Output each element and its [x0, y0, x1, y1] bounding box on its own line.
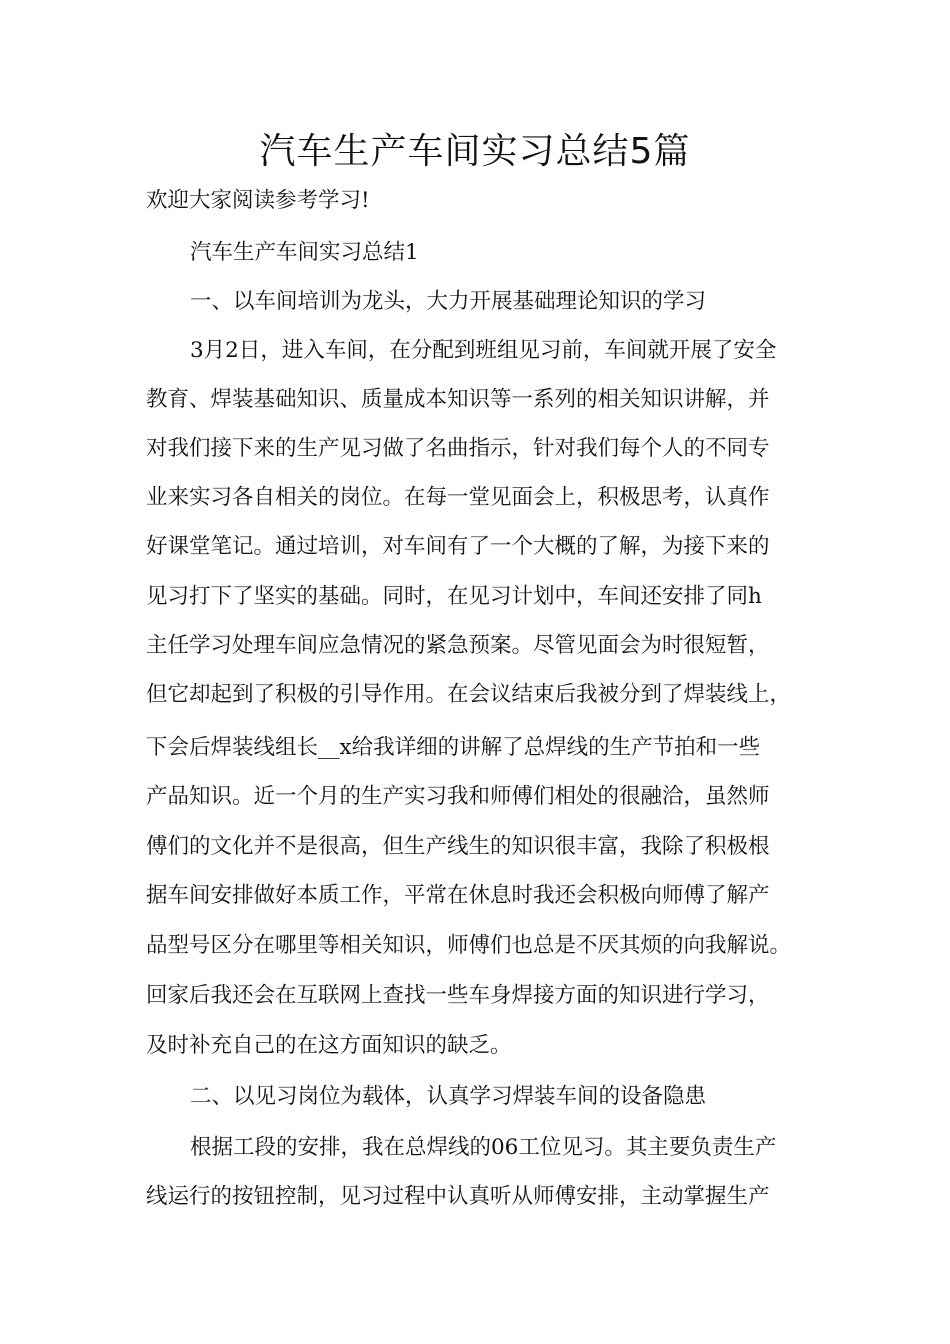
paragraph-line: 回家后我还会在互联网上查找一些车身焊接方面的知识进行学习， — [146, 983, 770, 1008]
paragraph-line: 对我们接下来的生产见习做了名曲指示，针对我们每个人的不同专 — [146, 436, 770, 461]
paragraph-line: 产品知识。近一个月的生产实习我和师傅们相处的很融洽，虽然师 — [146, 784, 770, 809]
section-heading-summary-1: 汽车生产车间实习总结1 — [190, 240, 419, 265]
paragraph-line: 据车间安排做好本质工作，平常在休息时我还会积极向师傅了解产 — [146, 883, 770, 908]
paragraph-line: 教育、焊装基础知识、质量成本知识等一系列的相关知识讲解，并 — [146, 387, 770, 412]
paragraph-line: 主任学习处理车间应急情况的紧急预案。尽管见面会为时很短暂， — [146, 633, 770, 658]
paragraph-line: 但它却起到了积极的引导作用。在会议结束后我被分到了焊装线上， — [146, 682, 792, 707]
paragraph-line: 根据工段的安排，我在总焊线的06工位见习。其主要负责生产 — [190, 1135, 777, 1160]
paragraph-line: 傅们的文化并不是很高，但生产线生的知识很丰富，我除了积极根 — [146, 834, 770, 859]
paragraph-line: 线运行的按钮控制，见习过程中认真听从师傅安排，主动掌握生产 — [146, 1184, 770, 1209]
paragraph-line: 品型号区分在哪里等相关知识，师傅们也总是不厌其烦的向我解说。 — [146, 933, 792, 958]
intro-line: 欢迎大家阅读参考学习! — [146, 188, 370, 213]
document-title: 汽车生产车间实习总结5篇 — [259, 131, 691, 172]
paragraph-line: 好课堂笔记。通过培训，对车间有了一个大概的了解，为接下来的 — [146, 534, 770, 559]
paragraph-line: 见习打下了坚实的基础。同时，在见习计划中，车间还安排了同h — [146, 584, 762, 609]
paragraph-line: 下会后焊装线组长__x给我详细的讲解了总焊线的生产节拍和一些 — [146, 735, 761, 760]
subheading-two: 二、以见习岗位为载体，认真学习焊装车间的设备隐患 — [190, 1084, 707, 1109]
paragraph-line: 3月2日，进入车间，在分配到班组见习前，车间就开展了安全 — [190, 338, 777, 363]
paragraph-line: 及时补充自己的在这方面知识的缺乏。 — [146, 1033, 512, 1058]
paragraph-line: 业来实习各自相关的岗位。在每一堂见面会上，积极思考，认真作 — [146, 485, 770, 510]
subheading-one: 一、以车间培训为龙头，大力开展基础理论知识的学习 — [190, 289, 707, 314]
